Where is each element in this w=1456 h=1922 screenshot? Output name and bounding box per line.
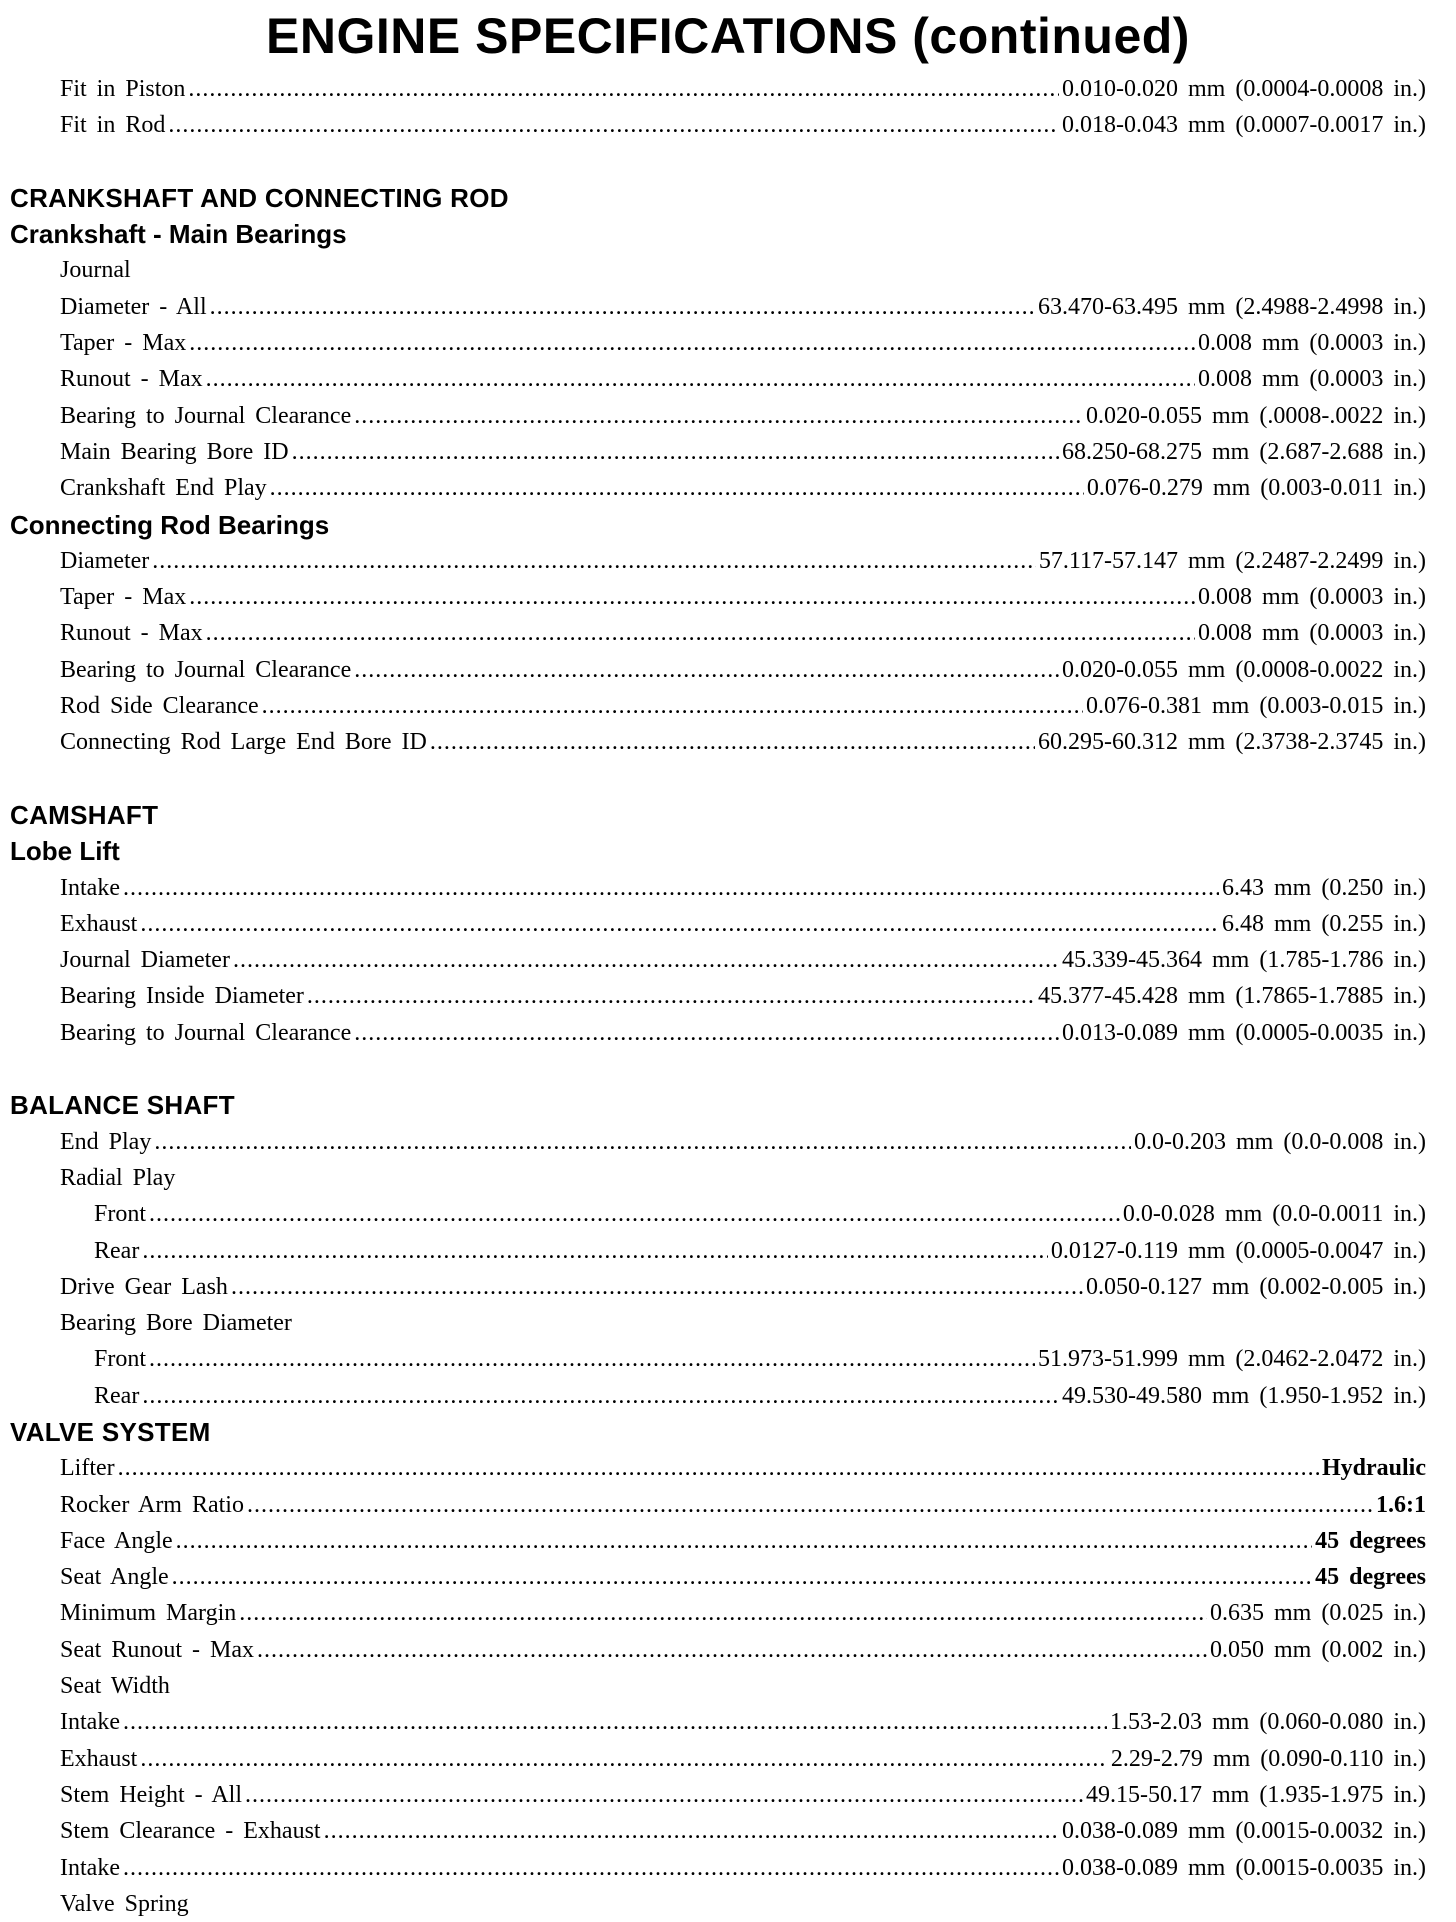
spec-row (0, 724, 1456, 760)
group-label-seat-width: Seat Width (60, 1673, 170, 1700)
dot-leader (149, 1196, 1120, 1232)
spec-label: Rocker Arm Ratio (60, 1491, 244, 1518)
spec-value: 1.6:1 (1376, 1491, 1426, 1518)
dot-leader (123, 1704, 1107, 1740)
spec-label: Runout - Max (60, 366, 203, 393)
spec-row (0, 942, 1456, 978)
spec-label: Intake (60, 874, 120, 901)
group-label-valve-spring: Valve Spring (60, 1890, 189, 1917)
spec-label: Journal Diameter (60, 947, 230, 974)
spec-row (0, 1233, 1456, 1269)
dot-leader (168, 107, 1059, 143)
dot-leader (231, 1269, 1083, 1305)
spec-label: Seat Runout - Max (60, 1636, 254, 1663)
subsection-heading-lobe-lift: Lobe Lift (10, 836, 120, 867)
spec-row (0, 289, 1456, 325)
spec-row (0, 398, 1456, 434)
spec-value: 0.0-0.203 mm (0.0-0.008 in.) (1134, 1128, 1426, 1155)
spec-value: 0.010-0.020 mm (0.0004-0.0008 in.) (1062, 76, 1426, 102)
spec-row (0, 1523, 1456, 1559)
spec-value: 45 degrees (1315, 1564, 1426, 1591)
spec-value: 6.43 mm (0.250 in.) (1222, 874, 1426, 901)
dot-leader (247, 1487, 1373, 1523)
spec-value: 0.018-0.043 mm (0.0007-0.0017 in.) (1062, 112, 1426, 139)
section-spacer (0, 761, 1456, 797)
spec-row (0, 1269, 1456, 1305)
spec-value: 0.020-0.055 mm (.0008-.0022 in.) (1086, 402, 1426, 429)
spec-label: Exhaust (60, 910, 138, 937)
spec-label: Stem Clearance - Exhaust (60, 1818, 321, 1845)
spec-value: 63.470-63.495 mm (2.4988-2.4998 in.) (1038, 293, 1426, 320)
spec-value: 0.050 mm (0.002 in.) (1210, 1636, 1426, 1663)
spec-value: 0.008 mm (0.0003 in.) (1198, 330, 1426, 357)
dot-leader (142, 1233, 1048, 1269)
spec-row (0, 615, 1456, 651)
spec-label: Front (94, 1346, 147, 1373)
spec-value: 0.038-0.089 mm (0.0015-0.0035 in.) (1062, 1854, 1426, 1881)
spec-label: Stem Height - All (60, 1781, 242, 1808)
spec-label: Fit in Piston (60, 76, 186, 102)
section-spacer (0, 144, 1456, 180)
spec-value: 0.076-0.381 mm (0.003-0.015 in.) (1086, 693, 1426, 720)
spec-label: Seat Angle (60, 1564, 169, 1591)
spec-row (0, 1704, 1456, 1740)
spec-value: 49.15-50.17 mm (1.935-1.975 in.) (1086, 1781, 1426, 1808)
spec-label: Rod Side Clearance (60, 693, 259, 720)
spec-value: 0.076-0.279 mm (0.003-0.011 in.) (1086, 475, 1426, 502)
group-label-journal: Journal (60, 257, 131, 284)
dot-leader (140, 1741, 1108, 1777)
spec-row (0, 1124, 1456, 1160)
spec-value: 0.013-0.089 mm (0.0005-0.0035 in.) (1062, 1019, 1426, 1046)
section-heading-valve-system: VALVE SYSTEM (10, 1416, 211, 1447)
spec-label: Fit in Rod (60, 112, 166, 139)
spec-label: Diameter - All (60, 293, 207, 320)
dot-leader (257, 1632, 1207, 1668)
spec-value: 0.0127-0.119 mm (0.0005-0.0047 in.) (1050, 1237, 1426, 1264)
spec-value: 45.339-45.364 mm (1.785-1.786 in.) (1062, 947, 1426, 974)
subsection-heading-crankshaft-main-bearings: Crankshaft - Main Bearings (10, 219, 347, 250)
spec-label: Intake (60, 1854, 120, 1881)
dot-leader (354, 1015, 1059, 1051)
spec-row (0, 1341, 1456, 1377)
spec-row (0, 870, 1456, 906)
spec-label: Rear (94, 1382, 140, 1409)
spec-label: Bearing to Journal Clearance (60, 656, 352, 683)
spec-label: Connecting Rod Large End Bore ID (60, 729, 427, 756)
section-heading-camshaft: CAMSHAFT (10, 799, 159, 830)
spec-label: Crankshaft End Play (60, 475, 267, 502)
spec-label: Bearing to Journal Clearance (60, 402, 352, 429)
spec-value: 1.53-2.03 mm (0.060-0.080 in.) (1110, 1709, 1426, 1736)
spec-value: 51.973-51.999 mm (2.0462-2.0472 in.) (1038, 1346, 1426, 1373)
dot-leader (239, 1595, 1207, 1631)
spec-value: 0.0-0.028 mm (0.0-0.0011 in.) (1122, 1201, 1426, 1228)
dot-leader (142, 1378, 1059, 1414)
dot-leader (176, 1523, 1312, 1559)
spec-label: Bearing Inside Diameter (60, 983, 304, 1010)
dot-leader (206, 615, 1195, 651)
spec-value: 0.008 mm (0.0003 in.) (1198, 366, 1426, 393)
spec-row (0, 1378, 1456, 1414)
spec-row (0, 107, 1456, 143)
spec-label: Lifter (60, 1455, 115, 1482)
dot-leader (172, 1559, 1312, 1595)
spec-row (0, 1559, 1456, 1595)
dot-leader (206, 361, 1195, 397)
spec-label: End Play (60, 1128, 152, 1155)
dot-leader (123, 870, 1219, 906)
spec-value: 0.635 mm (0.025 in.) (1210, 1600, 1426, 1627)
spec-value: 0.020-0.055 mm (0.0008-0.0022 in.) (1062, 656, 1426, 683)
spec-label: Drive Gear Lash (60, 1273, 228, 1300)
dot-leader (154, 1124, 1131, 1160)
spec-row (0, 1196, 1456, 1232)
dot-leader (233, 942, 1059, 978)
spec-label: Main Bearing Bore ID (60, 438, 289, 465)
spec-row (0, 579, 1456, 615)
spec-row (0, 361, 1456, 397)
dot-leader (262, 688, 1083, 724)
dot-leader (140, 906, 1219, 942)
spec-row (0, 1813, 1456, 1849)
spec-label: Rear (94, 1237, 140, 1264)
spec-row (0, 1741, 1456, 1777)
dot-leader (270, 470, 1084, 506)
spec-row (0, 906, 1456, 942)
spec-value: 49.530-49.580 mm (1.950-1.952 in.) (1062, 1382, 1426, 1409)
section-heading-balance-shaft: BALANCE SHAFT (10, 1090, 235, 1121)
subsection-heading-connecting-rod-bearings: Connecting Rod Bearings (10, 509, 330, 540)
spec-value: 6.48 mm (0.255 in.) (1222, 910, 1426, 937)
spec-row (0, 1777, 1456, 1813)
section-heading-crankshaft-and-connecting-rod: CRANKSHAFT AND CONNECTING ROD (10, 182, 509, 213)
dot-leader (149, 1341, 1035, 1377)
dot-leader (123, 1850, 1059, 1886)
spec-label: Minimum Margin (60, 1600, 237, 1627)
spec-label: Face Angle (60, 1527, 173, 1554)
dot-leader (189, 325, 1195, 361)
page-title: ENGINE SPECIFICATIONS (continued) (266, 8, 1190, 64)
spec-row (0, 1015, 1456, 1051)
dot-leader (188, 71, 1059, 107)
dot-leader (152, 543, 1036, 579)
dot-leader (189, 579, 1195, 615)
spec-value: 0.038-0.089 mm (0.0015-0.0032 in.) (1062, 1818, 1426, 1845)
section-spacer (0, 1051, 1456, 1087)
spec-row (0, 434, 1456, 470)
dot-leader (245, 1777, 1083, 1813)
spec-row (0, 71, 1456, 107)
spec-row (0, 1632, 1456, 1668)
dot-leader (324, 1813, 1059, 1849)
spec-value: 68.250-68.275 mm (2.687-2.688 in.) (1062, 438, 1426, 465)
spec-row (0, 325, 1456, 361)
spec-list (0, 71, 1456, 1922)
spec-row (0, 1595, 1456, 1631)
spec-value: 0.008 mm (0.0003 in.) (1198, 620, 1426, 647)
spec-value: Hydraulic (1321, 1455, 1426, 1482)
dot-leader (354, 652, 1059, 688)
spec-label: Bearing to Journal Clearance (60, 1019, 352, 1046)
spec-row (0, 978, 1456, 1014)
group-label-bearing-bore-diameter: Bearing Bore Diameter (60, 1310, 292, 1337)
spec-label: Taper - Max (60, 584, 187, 611)
spec-label: Front (94, 1201, 147, 1228)
spec-row (0, 1450, 1456, 1486)
spec-value: 0.008 mm (0.0003 in.) (1198, 584, 1426, 611)
spec-label: Diameter (60, 547, 150, 574)
spec-value: 0.050-0.127 mm (0.002-0.005 in.) (1086, 1273, 1426, 1300)
group-label-radial-play: Radial Play (60, 1164, 176, 1191)
dot-leader (307, 978, 1035, 1014)
spec-value: 57.117-57.147 mm (2.2487-2.2499 in.) (1038, 547, 1426, 574)
spec-label: Intake (60, 1709, 120, 1736)
spec-value: 45.377-45.428 mm (1.7865-1.7885 in.) (1038, 983, 1426, 1010)
spec-label: Exhaust (60, 1745, 138, 1772)
spec-row (0, 543, 1456, 579)
dot-leader (430, 724, 1035, 760)
spec-value: 45 degrees (1315, 1527, 1426, 1554)
spec-row (0, 470, 1456, 506)
spec-row (0, 1487, 1456, 1523)
spec-label: Taper - Max (60, 330, 187, 357)
dot-leader (210, 289, 1035, 325)
dot-leader (118, 1450, 1319, 1486)
spec-row (0, 1850, 1456, 1886)
spec-row (0, 688, 1456, 724)
spec-value: 2.29-2.79 mm (0.090-0.110 in.) (1110, 1745, 1426, 1772)
dot-leader (354, 398, 1083, 434)
spec-row (0, 652, 1456, 688)
spec-label: Runout - Max (60, 620, 203, 647)
spec-value: 60.295-60.312 mm (2.3738-2.3745 in.) (1038, 729, 1426, 756)
dot-leader (292, 434, 1059, 470)
